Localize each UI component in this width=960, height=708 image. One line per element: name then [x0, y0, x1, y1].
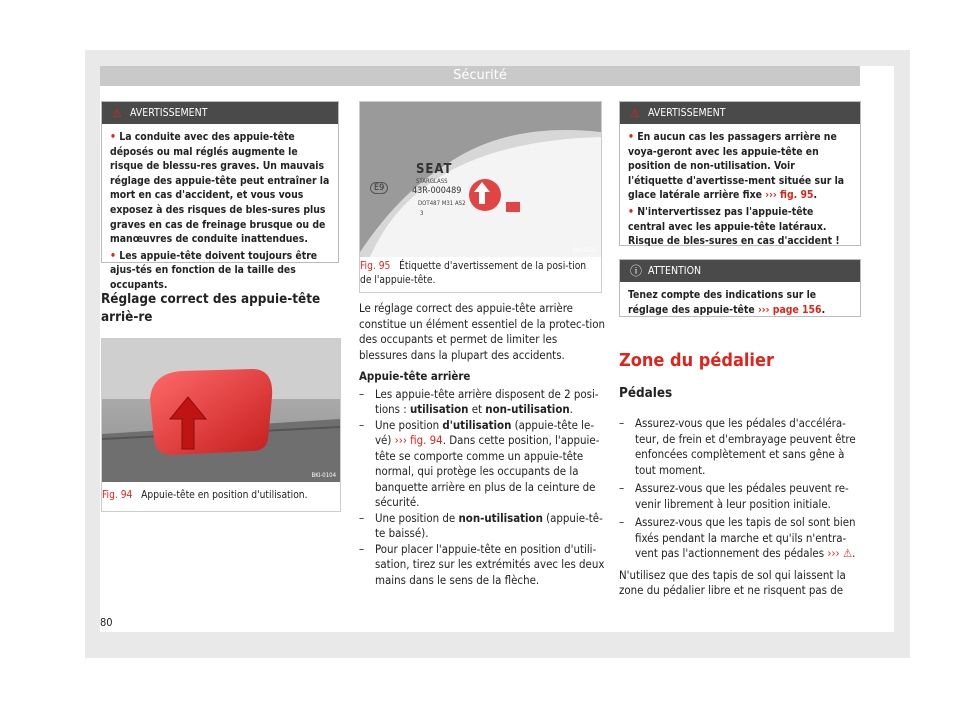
warning-text: En aucun cas les passagers arrière ne voya-geront avec les appuie-tête en position de non-utilisation. Voir l'étiquette d'avertisse-ment située sur la glace latérale arrière fixe — [628, 131, 845, 202]
list-item: – Assurez-vous que les pédales peuvent re-venir librement à leur position initiale. — [619, 481, 861, 512]
warning-text: N'intervertissez pas l'appuie-tête central avec les appuie-tête latéraux. Risque de bles-sures en cas d'accident ! — [628, 205, 840, 248]
figure-caption — [102, 489, 338, 503]
right-text — [619, 416, 861, 599]
attention-header — [620, 260, 860, 282]
warning-link[interactable]: ››› — [827, 546, 840, 560]
label-line: 43R-000489 — [412, 186, 462, 196]
middle-text — [359, 301, 605, 588]
warning-title: AVERTISSEMENT — [130, 107, 208, 119]
figure-link[interactable]: ››› fig. 94 — [394, 433, 443, 447]
bullet-icon: • — [110, 249, 120, 262]
list-item: – Une position d'utilisation (appuie-tête le-vé) ››› fig. 94. Dans cette position, l'appuie-tête se comporte comme un appuie-tête normal, qui protège les occupants de la banquette arrière en plus de la ceinture de sécurité. — [359, 418, 605, 511]
headrest-photo — [102, 339, 340, 482]
attention-title: ATTENTION — [648, 265, 702, 277]
warning-text: Les appuie-tête doivent toujours être ajus-tés en fonction de la taille des occupants. — [110, 249, 318, 291]
label-line: E9 — [370, 182, 388, 194]
label-line: STARGLASS — [416, 178, 448, 185]
info-circle-icon: ⓘ — [630, 264, 643, 278]
warning-box — [101, 101, 339, 291]
list-item: – Assurez-vous que les pédales d'accéléra-teur, de frein et d'embrayage peuvent être enfoncées complètement et sans gêne à tout moment. — [619, 416, 861, 478]
bullet-icon: • — [628, 131, 638, 143]
list-item: – Une position de non-utilisation (appuie-tê-te baissé). — [359, 511, 605, 542]
brand-text: SEAT — [416, 162, 453, 177]
page-link[interactable]: ››› page 156 — [757, 303, 822, 316]
figure-link[interactable]: ››› fig. 95 — [765, 189, 814, 202]
figure-94 — [101, 338, 341, 512]
intro-paragraph: Le réglage correct des appuie-tête arrière constitue un élément essentiel de la protec-tion des occupants et permet de limiter les blessures dans la plupart des accidents. — [359, 301, 605, 362]
page-header: Sécurité — [100, 66, 860, 86]
page-number: 80 — [100, 616, 113, 629]
warning-triangle-icon: ⚠ — [112, 106, 122, 120]
attention-box: ⓘ ATTENTION Tenez compte des indications sur le réglage des appuie-tête ››› page 156. — [619, 259, 861, 317]
list-item: – Pour placer l'appuie-tête en position d'utili-sation, tirez sur les extrémités avec les deux mains dans le sens de la flèche. — [359, 542, 605, 589]
label-line: 3 — [420, 210, 424, 217]
figure-caption-text: Appuie-tête en position d'utilisation. — [141, 490, 308, 501]
section-title: Réglage correct des appuie-tête arriè-re — [101, 292, 321, 325]
subheading: Appuie-tête arrière — [359, 369, 471, 383]
warning-header — [102, 102, 338, 124]
figure-caption-text: Étiquette d'avertissement de la posi-tion de l'appuie-tête. — [360, 261, 587, 286]
paragraph: N'utilisez que des tapis de sol qui laissent la zone du pédalier libre et ne risquent pas de — [619, 567, 846, 597]
label-line: DOT487 M31 AS2 — [418, 200, 466, 207]
list-item: – Les appuie-tête arrière disposent de 2 posi-tions : utilisation et non-utilisation. — [359, 387, 605, 418]
warning-label-photo — [360, 102, 601, 257]
bullet-icon: • — [110, 131, 120, 143]
subsection-heading: Pédales — [619, 386, 673, 401]
figure-caption — [360, 260, 596, 288]
figure-code: BKI-0104 — [311, 472, 336, 479]
warning-text: La conduite avec des appuie-tête déposés ou mal réglés augmente le risque de blessu-res graves. Un mauvais réglage des appuie-tête peut entraîner la mort en cas d'accident, et vous vous exposez à des risques de bles-sures plus graves en cas de freinage brusque ou de manœuvres de conduite inattendues. — [110, 131, 330, 246]
warning-triangle-icon: ⚠ — [842, 546, 853, 560]
warning-triangle-icon: ⚠ — [630, 106, 640, 120]
section-heading: Zone du pédalier — [619, 350, 774, 371]
figure-95 — [359, 101, 602, 293]
warning-box: ⚠ AVERTISSEMENT • En aucun cas les passagers arrière ne voya-geront avec les appuie-tête en position de non-utilisation. Voir l'étiquette d'avertisse-ment située sur la glace latérale arrière fixe ››› fig. 95. • N'intervertissez pas l'appuie-tête central avec les appuie-tête latéraux. Risque de bles-sures en cas d'accident ! — [619, 101, 861, 246]
warning-title: AVERTISSEMENT — [648, 107, 726, 119]
figure-label: Fig. 95 — [360, 261, 391, 272]
bullet-icon: • — [628, 205, 638, 218]
figure-code: BKI-0135 — [572, 247, 597, 254]
warning-header — [620, 102, 860, 124]
attention-text: Tenez compte des indications sur le réglage des appuie-tête — [628, 289, 817, 316]
list-item: – Assurez-vous que les tapis de sol sont bien fixés pendant la marche et qu'ils n'entra-vent pas l'actionnement des pédales ››› ⚠. — [619, 515, 861, 562]
figure-label: Fig. 94 — [102, 490, 133, 501]
